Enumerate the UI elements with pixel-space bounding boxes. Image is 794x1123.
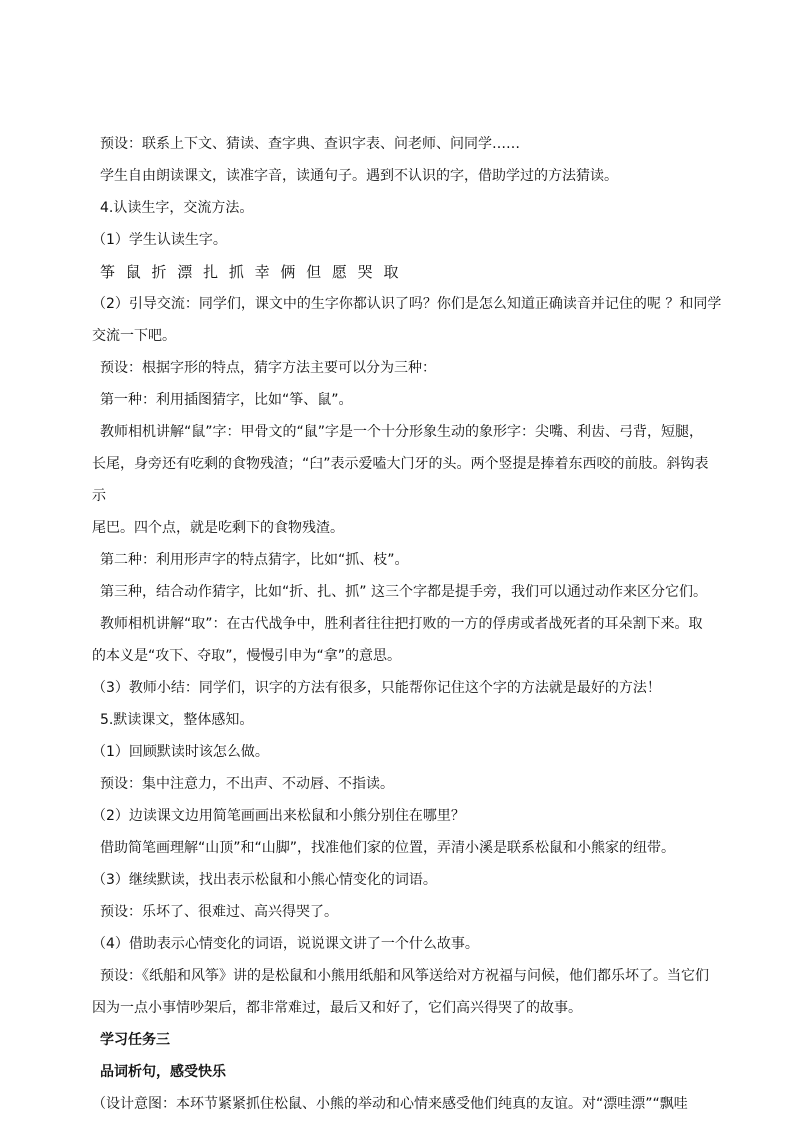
section-heading: 学习任务三: [100, 1032, 170, 1048]
paragraph: 教师相机讲解“鼠”字：甲骨文的“鼠”字是一个十分形象生动的象形字：尖嘴、利齿、弓背，短腿，: [100, 424, 704, 440]
paragraph-continuation: 因为一点小事情吵架后，都非常难过，最后又和好了，它们高兴得哭了的故事。: [92, 1000, 582, 1016]
paragraph: 第二种：利用形声字的特点猜字，比如“抓、枝”。: [100, 552, 409, 568]
sub-step: （2）引导交流：同学们，课文中的生字你都认识了吗？你们是怎么知道正确读音并记住的呢 ？和同学: [92, 296, 722, 312]
preset-line: 预设：根据字形的特点，猜字方法主要可以分为三种：: [100, 360, 436, 376]
section-subheading: 品词析句，感受快乐: [100, 1064, 226, 1080]
paragraph: 借助简笔画理解“山顶”和“山脚”，找准他们家的位置，弄清小溪是联系松鼠和小熊家的纽带。: [100, 840, 676, 856]
paragraph: 第三种，结合动作猜字，比如“折、扎、抓” 这三个字都是提手旁，我们可以通过动作来区分它们。: [100, 584, 707, 600]
paragraph-continuation: 长尾，身旁还有吃剩的食物残渣；“臼”表示爱嗑大门牙的头。两个竖提是捧着东西咬的前肢。斜钩表示: [92, 456, 709, 504]
paragraph-continuation: 的本义是“攻下、夺取”，慢慢引申为“拿”的意思。: [92, 648, 402, 664]
preset-line: 预设：乐坏了、很难过、高兴得哭了。: [100, 904, 338, 920]
preset-line: 预设：《纸船和风筝》讲的是松鼠和小熊用纸船和风筝送给对方祝福与问候，他们都乐坏了。当它们: [100, 968, 709, 984]
sub-step: （4）借助表示心情变化的词语，说说课文讲了一个什么故事。: [92, 936, 479, 952]
sub-step: （1）学生认读生字。: [92, 232, 227, 248]
paragraph: 第一种：利用插图猜字，比如“筝、鼠”。: [100, 392, 353, 408]
sub-step: （3）教师小结：同学们，识字的方法有很多，只能帮你记住这个字的方法就是最好的方法！: [92, 680, 661, 696]
paragraph-continuation: 尾巴。四个点，就是吃剩下的食物残渣。: [92, 520, 344, 536]
step-heading: 5.默读课文，整体感知。: [100, 712, 254, 728]
design-intent: （设计意图：本环节紧紧抓住松鼠、小熊的举动和心情来感受他们纯真的友谊。对“漂哇漂”“飘哇: [92, 1096, 688, 1112]
paragraph: 教师相机讲解“取”：在古代战争中，胜利者往往把打败的一方的俘虏或者战死者的耳朵割下来。取: [100, 616, 703, 632]
step-heading: 4.认读生字，交流方法。: [100, 200, 254, 216]
preset-line: 预设：联系上下文、猜读、查字典、查识字表、问老师、问同学……: [100, 136, 520, 152]
sub-step: （3）继续默读，找出表示松鼠和小熊心情变化的词语。: [92, 872, 437, 888]
new-characters: 筝 鼠 折 漂 扎 抓 幸 俩 但 愿 哭 取: [100, 263, 402, 281]
preset-line: 预设：集中注意力，不出声、不动唇、不指读。: [100, 776, 394, 792]
document-body: [92, 128, 722, 1120]
paragraph-continuation: 交流一下吧。: [92, 328, 176, 344]
paragraph: 学生自由朗读课文，读准字音，读通句子。遇到不认识的字，借助学过的方法猜读。: [100, 168, 618, 184]
sub-step: （1）回顾默读时该怎么做。: [92, 744, 269, 760]
sub-step: （2）边读课文边用简笔画画出来松鼠和小熊分别住在哪里？: [92, 808, 465, 824]
